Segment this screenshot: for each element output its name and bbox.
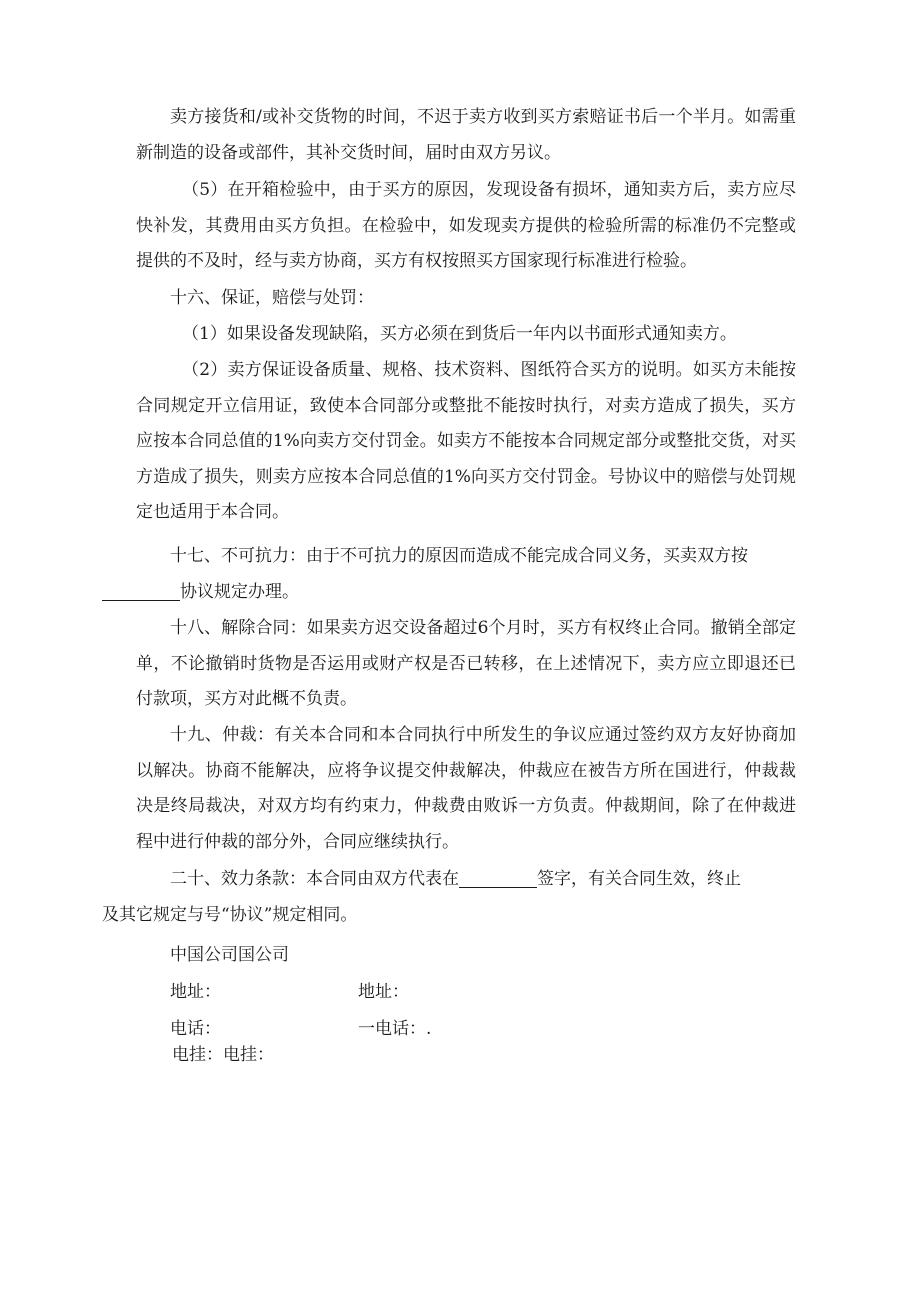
paragraph-unpacking-inspection: （5）在开箱检验中，由于买方的原因，发现设备有损坏，通知卖方后，卖方应尽快补发，其费用由买方负担。在检验中，如发现卖方提供的检验所需的标准仍不完整或提供的不及时，经与卖方协商，买方有权按照买方国家现行标准进行检验。 — [136, 180, 796, 271]
section-20-line-1b: 签字，有关合同生效，终止 — [537, 869, 741, 889]
blank-line — [459, 865, 537, 888]
phone-label-right: 一电话：. — [358, 1019, 432, 1039]
signature-parties: 中国公司国公司 — [170, 945, 289, 965]
section-17-line-2: 协议规定办理。 — [180, 581, 299, 602]
address-label-right: 地址： — [358, 982, 409, 1002]
phone-label-left: 电话： — [170, 1019, 221, 1039]
section-19-arbitration: 十九、仲裁：有关本合同和本合同执行中所发生的争议应通过签约双方友好协商加以解决。协商不能解决，应将争议提交仲裁解决，仲裁应在被告方所在国进行，仲裁裁决是终局裁决，对双方均有约束力，仲裁费由败诉一方负责。仲裁期间，除了在仲裁进程中进行仲裁的部分外，合同应继续执行。 — [136, 725, 796, 852]
address-label-left: 地址： — [170, 982, 221, 1002]
section-16-item-1: （1）如果设备发现缺陷，买方必须在到货后一年内以书面形式通知卖方。 — [182, 324, 737, 344]
section-16-item-2: （2）卖方保证设备质量、规格、技术资料、图纸符合买方的说明。如买方未能按合同规定开立信用证，致使本合同部分或整批不能按时执行，对卖方造成了损失，买方应按本合同总值的1%向卖方交付罚金。如卖方不能按本合同规定部分或整批交货，对买方造成了损失，则卖方应按本合同总值的1%向买方交付罚金。号协议中的赔偿与处罚规定也适用于本合同。 — [136, 360, 796, 522]
section-20-effectiveness — [102, 862, 796, 933]
telex-labels: 电挂：电挂： — [172, 1045, 274, 1065]
paragraph-replacement-delivery: 卖方接货和/或补交货物的时间，不迟于卖方收到买方索赔证书后一个半月。如需重新制造的设备或部件，其补交货时间，届时由双方另议。 — [136, 107, 796, 163]
section-18-termination: 十八、解除合同：如果卖方迟交设备超过6个月时，买方有权终止合同。撤销全部定单，不论撤销时货物是否运用或财产权是否已转移，在上述情况下，卖方应立即退还已付款项，买方对此概不负责。 — [136, 618, 796, 709]
section-20-line-2: 及其它规定与号“协议”规定相同。 — [102, 904, 358, 925]
section-17-line-1: 十七、不可抗力：由于不可抗力的原因而造成不能完成合同义务，买卖双方按 — [170, 546, 748, 566]
section-16-title: 十六、保证，赔偿与处罚： — [170, 288, 374, 308]
blank-line — [102, 578, 180, 601]
section-17-force-majeure — [136, 539, 796, 610]
section-20-line-1a: 二十、效力条款：本合同由双方代表在 — [170, 869, 459, 889]
